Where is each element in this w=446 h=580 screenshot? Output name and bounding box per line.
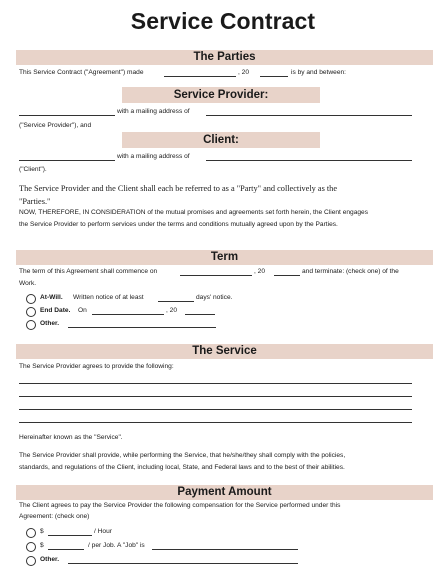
subsection-band-provider <box>122 87 320 103</box>
section-band-payment <box>16 485 433 500</box>
payment-intro-line-1: The Client agrees to pay the Service Provider the following compensation for the Service performed under this <box>19 502 341 509</box>
client-address-label: with a mailing address of <box>117 153 190 160</box>
parties-intro-year-label: , 20 <box>238 69 249 76</box>
end-date-on-text: On <box>78 307 87 314</box>
parties-intro-text: This Service Contract ("Agreement") made <box>19 69 144 76</box>
end-date-label: End Date. <box>40 307 71 314</box>
term-work-text: Work. <box>19 280 37 287</box>
service-known-as-text: Hereinafter known as the "Service". <box>19 434 123 441</box>
client-reference-text: ("Client"). <box>19 166 47 173</box>
service-description-line-3[interactable] <box>19 409 412 410</box>
section-heading-term: Term <box>210 251 239 263</box>
parties-definition-line-2: "Parties." <box>19 197 51 206</box>
section-heading-parties: The Parties <box>193 51 256 63</box>
end-date-radio[interactable] <box>26 307 36 317</box>
term-other-radio[interactable] <box>26 320 36 330</box>
payment-other-label: Other. <box>40 556 60 563</box>
end-date-year-field[interactable] <box>185 314 215 315</box>
at-will-notice-tail: days' notice. <box>196 294 233 301</box>
consideration-line-1: NOW, THEREFORE, IN CONSIDERATION of the mutual promises and agreements set forth herein, the Client engages <box>19 209 368 216</box>
agreement-year-field[interactable] <box>260 76 288 77</box>
subsection-band-client <box>122 132 320 148</box>
service-compliance-line-2: standards, and regulations of the Client, including local, State, and Federal laws and to the best of their abilities. <box>19 464 345 471</box>
term-terminate-text: and terminate: (check one) of the <box>302 268 399 275</box>
term-other-label: Other. <box>40 320 60 327</box>
payment-intro-line-2: Agreement: (check one) <box>19 513 90 520</box>
term-commence-text: The term of this Agreement shall commence on <box>19 268 158 275</box>
hourly-radio[interactable] <box>26 528 36 538</box>
parties-intro-tail: is by and between: <box>291 69 346 76</box>
client-address-field[interactable] <box>206 160 412 161</box>
service-compliance-line-1: The Service Provider shall provide, while performing the Service, that he/she/they shall comply with the policies, <box>19 452 346 459</box>
per-job-rate-field[interactable] <box>48 549 84 550</box>
per-job-radio[interactable] <box>26 542 36 552</box>
per-job-dollar-sign: $ <box>40 542 44 549</box>
term-other-field[interactable] <box>68 327 216 328</box>
at-will-notice-text: Written notice of at least <box>73 294 144 301</box>
section-band-parties <box>16 50 433 65</box>
document-title: Service Contract <box>130 8 316 34</box>
end-date-year-label: , 20 <box>166 307 177 314</box>
at-will-radio[interactable] <box>26 294 36 304</box>
section-heading-payment: Payment Amount <box>177 486 272 498</box>
parties-definition-line-1: The Service Provider and the Client shall each be referred to as a "Party" and collectively as the <box>19 184 338 193</box>
service-description-line-1[interactable] <box>19 383 412 384</box>
hourly-dollar-sign: $ <box>40 528 44 535</box>
per-job-label: / per Job. A "Job" is <box>88 542 145 549</box>
term-start-year-field[interactable] <box>274 275 300 276</box>
service-provider-heading: Service Provider: <box>173 89 269 101</box>
notice-days-field[interactable] <box>158 301 194 302</box>
section-heading-service: The Service <box>192 345 257 357</box>
term-year-label: , 20 <box>254 268 265 275</box>
end-date-field[interactable] <box>92 314 164 315</box>
section-band-term <box>16 250 433 265</box>
service-description-line-2[interactable] <box>19 396 412 397</box>
client-name-field[interactable] <box>19 160 115 161</box>
provider-name-field[interactable] <box>19 115 115 116</box>
provider-address-field[interactable] <box>206 115 412 116</box>
consideration-line-2: the Service Provider to perform services under the terms and conditions mutually agreed upon by the Parties. <box>19 221 338 228</box>
agreement-date-field[interactable] <box>164 76 236 77</box>
hourly-unit-label: / Hour <box>94 528 112 535</box>
job-definition-field[interactable] <box>152 549 298 550</box>
section-band-service <box>16 344 433 359</box>
payment-other-field[interactable] <box>68 563 298 564</box>
provider-address-label: with a mailing address of <box>117 108 190 115</box>
service-intro-text: The Service Provider agrees to provide the following: <box>19 363 174 370</box>
service-description-line-4[interactable] <box>19 422 412 423</box>
provider-reference-text: ("Service Provider"), and <box>19 122 92 129</box>
client-heading: Client: <box>203 134 239 146</box>
payment-other-radio[interactable] <box>26 556 36 566</box>
hourly-rate-field[interactable] <box>48 535 92 536</box>
term-start-date-field[interactable] <box>180 275 252 276</box>
at-will-label: At-Will. <box>40 294 63 301</box>
